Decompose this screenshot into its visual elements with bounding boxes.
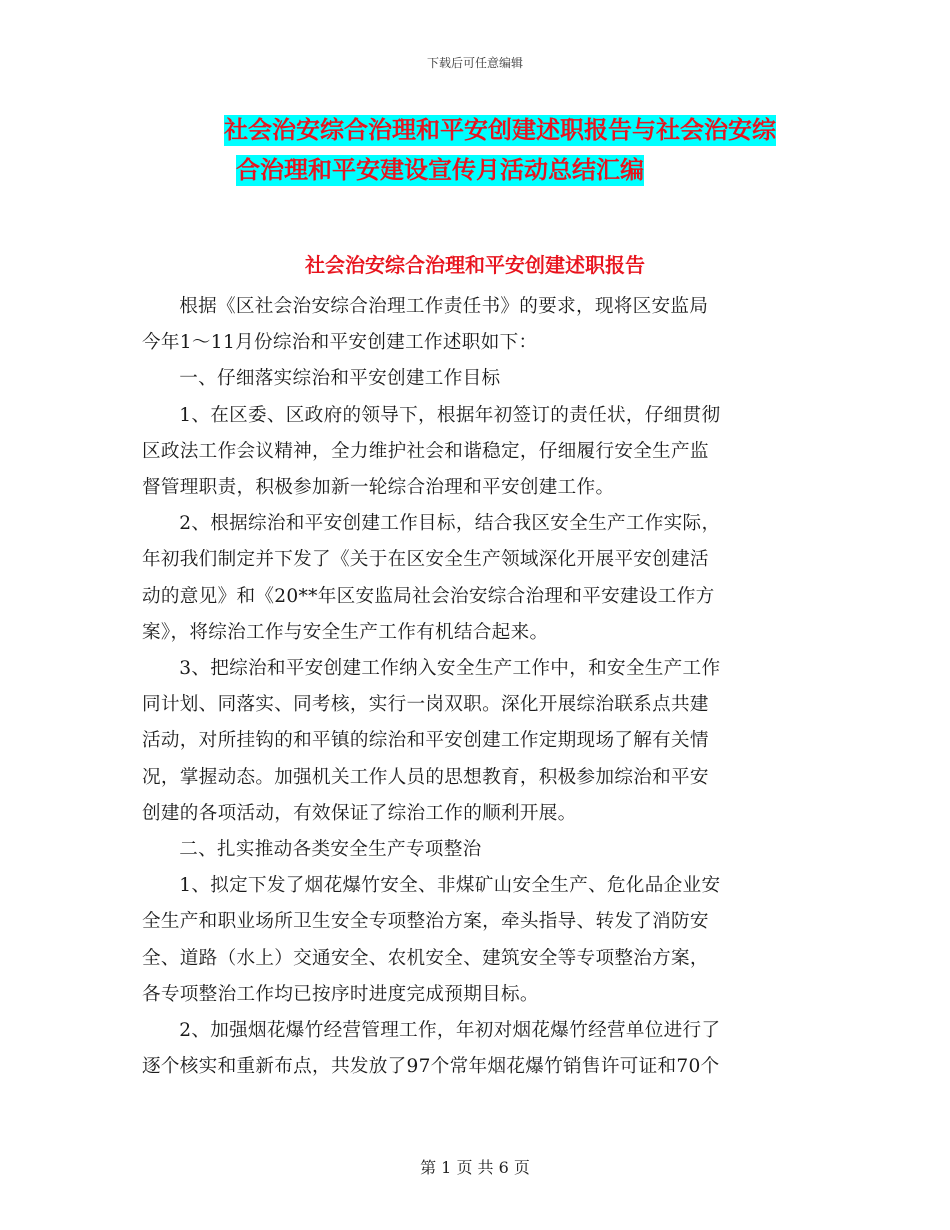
page-number-footer: 第 1 页 共 6 页 [420,1158,530,1177]
paragraph-intro: 根据《区社会治安综合治理工作责任书》的要求，现将区安监局 今年1～11月份综治和平安创建工作述职如下： [142,296,709,354]
paragraph-1-2: 2、根据综治和平安创建工作目标，结合我区安全生产工作实际， 年初我们制定并下发了《关于在区安全生产领域深化开展平安创建活 动的意见》和《20**年区安监局社会治安综合治理和平安建设工作方 案》，将综治工作与安全生产工作有机结合起来。 [142,513,721,643]
paragraph-2-1: 1、拟定下发了烟花爆竹安全、非煤矿山安全生产、危化品企业安 全生产和职业场所卫生安全专项整治方案，牵头指导、转发了消防安 全、道路（水上）交通安全、农机安全、建筑安全等专项整治方案， 各专项整治工作均已按序时进度完成预期目标。 [142,875,721,1005]
heading-part-two: 二、扎实推动各类安全生产专项整治 [179,839,482,861]
heading-part-one: 一、仔细落实综治和平安创建工作目标 [179,368,501,390]
document-title-line-1: 社会治安综合治理和平安创建述职报告与社会治安综 [224,116,776,144]
document-title [0,110,950,190]
page-header-note: 下载后可任意编辑 [426,56,523,70]
paragraph-1-1: 1、在区委、区政府的领导下，根据年初签订的责任状，仔细贯彻 区政法工作会议精神，全力维护社会和谐稳定，仔细履行安全生产监 督管理职责，积极参加新一轮综合治理和平安创建工作。 [142,404,721,499]
paragraph-1-3: 3、把综治和平安创建工作纳入安全生产工作中，和安全生产工作 同计划、同落实、同考核，实行一岗双职。深化开展综治联系点共建 活动，对所挂钩的和平镇的综治和平安创建工作定期现场了解有关情 况，掌握动态。加强机关工作人员的思想教育，积极参加综治和平安 创建的各项活动，有效保证了综治工作的顺利开展。 [142,658,721,824]
document-title-line-2: 合治理和平安建设宣传月活动总结汇编 [236,156,644,184]
section-title: 社会治安综合治理和平安创建述职报告 [305,253,645,277]
body-text [142,289,822,1085]
paragraph-2-2: 2、加强烟花爆竹经营管理工作，年初对烟花爆竹经营单位进行了 逐个核实和重新布点，共发放了97个常年烟花爆竹销售许可证和70个 [142,1020,721,1078]
